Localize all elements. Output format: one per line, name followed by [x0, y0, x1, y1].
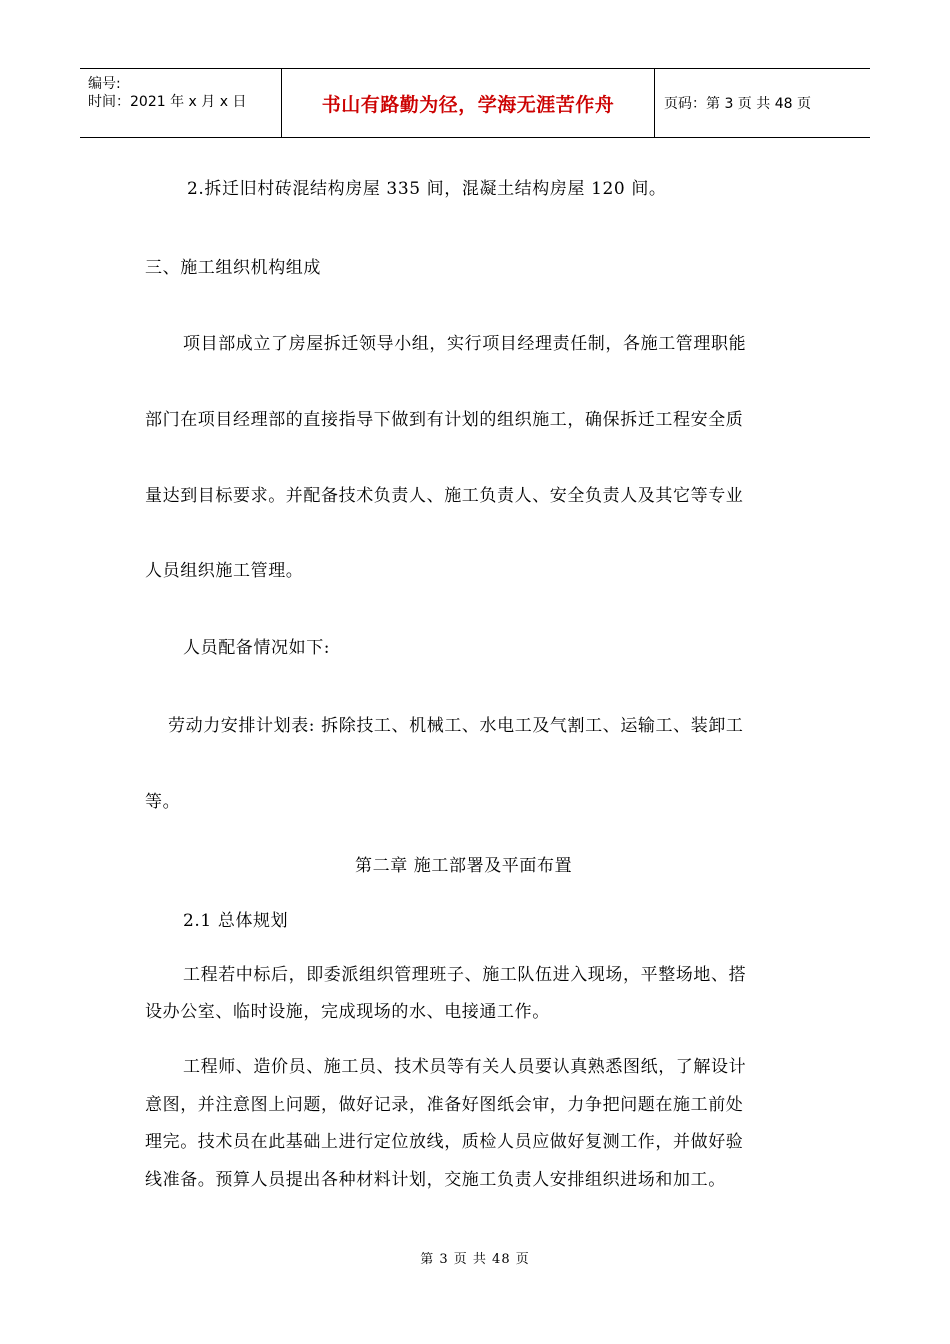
header-page-info: 页码：第 3 页 共 48 页	[664, 96, 811, 112]
document-time-label: 时间：2021 年 x 月 x 日	[88, 94, 247, 110]
paragraph-line: 意图，并注意图上问题，做好记录，准备好图纸会审，力争把问题在施工前处	[145, 1095, 744, 1115]
paragraph-line: 人员组织施工管理。	[145, 561, 304, 581]
header-page-cell	[654, 69, 870, 137]
page-footer: 第 3 页 共 48 页	[420, 1252, 530, 1267]
subsection-heading: 2.1 总体规划	[183, 911, 289, 931]
paragraph-line: 人员配备情况如下:	[183, 638, 331, 658]
chapter-title: 第二章 施工部署及平面布置	[355, 856, 573, 876]
paragraph-line: 等。	[145, 792, 181, 812]
page-header	[80, 68, 870, 138]
paragraph-line: 劳动力安排计划表: 拆除技工、机械工、水电工及气割工、运输工、装卸工	[168, 716, 744, 736]
paragraph-line: 工程师、造价员、施工员、技术员等有关人员要认真熟悉图纸，了解设计	[183, 1057, 747, 1077]
paragraph-line: 量达到目标要求。并配备技术负责人、施工负责人、安全负责人及其它等专业	[145, 486, 744, 506]
paragraph-line: 理完。技术员在此基础上进行定位放线，质检人员应做好复测工作，并做好验	[145, 1132, 744, 1152]
document-number-label: 编号:	[88, 76, 121, 92]
paragraph-line: 工程若中标后，即委派组织管理班子、施工队伍进入现场，平整场地、搭	[183, 965, 747, 985]
paragraph-line: 2.拆迁旧村砖混结构房屋 335 间，混凝土结构房屋 120 间。	[187, 179, 667, 199]
header-motto-cell	[281, 69, 655, 137]
section-heading: 三、施工组织机构组成	[145, 258, 321, 278]
paragraph-line: 线准备。预算人员提出各种材料计划，交施工负责人安排组织进场和加工。	[145, 1170, 726, 1190]
header-motto: 书山有路勤为径，学海无涯苦作舟	[321, 93, 615, 116]
paragraph-line: 设办公室、临时设施，完成现场的水、电接通工作。	[145, 1002, 550, 1022]
header-left-cell	[80, 69, 280, 137]
paragraph-line: 部门在项目经理部的直接指导下做到有计划的组织施工，确保拆迁工程安全质	[145, 410, 744, 430]
paragraph-line: 项目部成立了房屋拆迁领导小组，实行项目经理责任制，各施工管理职能	[183, 334, 747, 354]
